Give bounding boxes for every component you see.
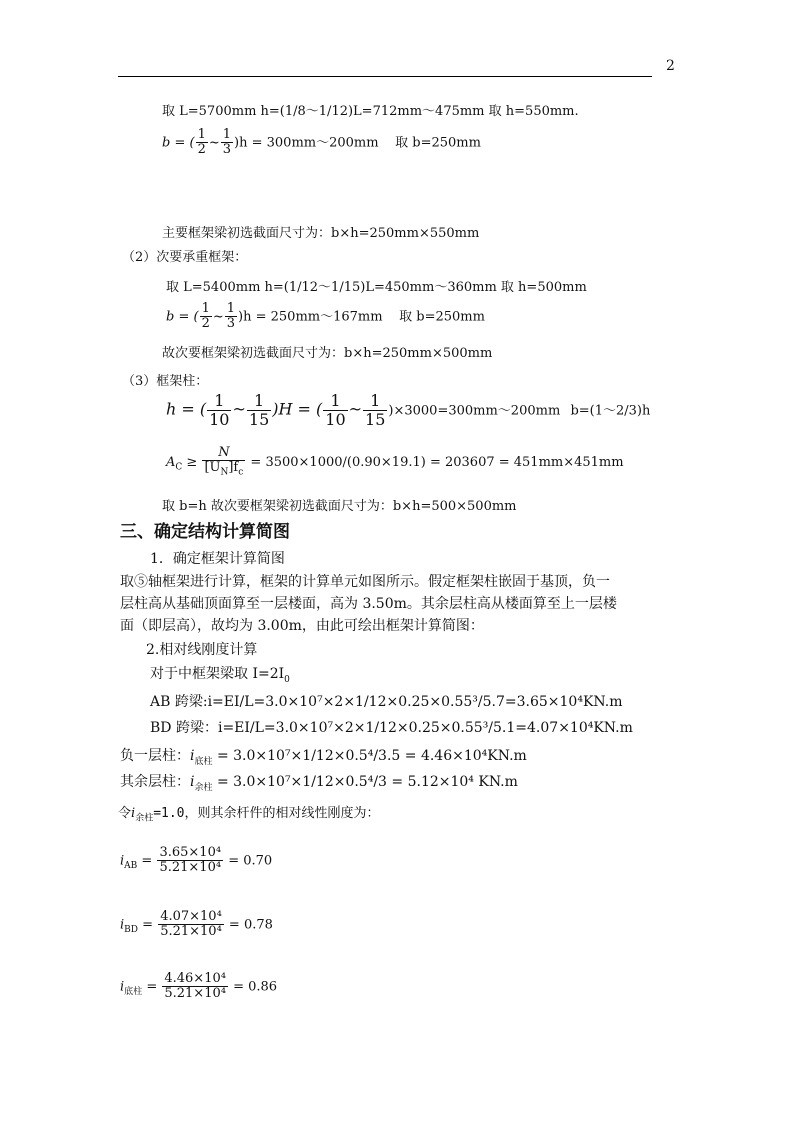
secondary-beam-heading: （2）次要承重框架：	[122, 250, 248, 265]
fraction: $\frac{1}{15}$	[365, 391, 386, 429]
width-choice: 取 b=250mm	[399, 309, 485, 325]
page-number: 2	[666, 58, 675, 74]
tilde: ~	[208, 135, 220, 151]
column-heading: （3）框架柱：	[122, 374, 209, 389]
fraction: $\frac{N}{[U_N]f_c}$	[204, 445, 244, 478]
column-height-formula	[166, 392, 650, 428]
fraction: $\frac{\text{4.46×10⁴}}{\text{5.21×10⁴}}$	[164, 971, 226, 1002]
main-beam-summary: 主要框架梁初选截面尺寸为：b×h=250mm×550mm	[162, 226, 480, 241]
bd-span-beam: BD 跨梁：i=EI/L=3.0×10⁷×2×1/12×0.25×0.55³/5.1=4.07×10⁴KN.m	[150, 720, 633, 736]
formula-lhs: b = (	[162, 135, 195, 151]
let-statement: 令$i_{余柱}=1.0$，则其余杆件的相对线性刚度为：	[118, 806, 380, 824]
ratio-ab: $i_{AB}$ = $\frac{\text{3.65×10⁴}}{\text{5.21×10⁴}}$ = 0.70	[120, 845, 273, 876]
rest-column-stiffness: 其余层柱：$i_{余柱} = 3.0\times 10^7\times 1/12\times 0.5^4/3 = 5.12\times 10^4$ KN.m	[120, 774, 518, 793]
fraction: $\frac{\text{4.07×10⁴}}{\text{5.21×10⁴}}$	[160, 909, 222, 940]
fraction: $\frac{\text{3.65×10⁴}}{\text{5.21×10⁴}}$	[159, 845, 222, 876]
formula-result: )h = 300mm～200mm	[234, 135, 379, 151]
paragraph-line: 面（即层高），故均为 3.00m，由此可绘出框架计算简图：	[120, 618, 484, 634]
neg1-column-stiffness: 负一层柱：$i_{底柱} = 3.0\times 10^7\times 1/12\times 0.5^4/3.5 = 4.46\times 10^4KN.m$	[120, 748, 527, 767]
formula-lhs: h = (	[166, 399, 207, 419]
tilde: ~	[232, 399, 246, 419]
width-choice: 取 b=250mm	[395, 135, 481, 151]
ratio-base-column: $i_{底柱}$ = $\frac{\text{4.46×10⁴}}{\text{5.21×10⁴}}$ = 0.86	[120, 971, 278, 1002]
width-ratio: b=(1～2/3)h	[570, 403, 651, 419]
header-rule	[118, 76, 652, 77]
fraction: $\frac{1}{2}$	[197, 127, 206, 158]
mid-beam-inertia: 对于中框架梁取 $I=2I_0$	[150, 666, 290, 685]
tilde: ~	[212, 309, 224, 325]
tilde: ~	[348, 399, 363, 419]
subsection-title: 2.相对线刚度计算	[146, 642, 258, 658]
formula-lhs: b = (	[166, 309, 199, 325]
secondary-beam-width-line	[166, 302, 485, 332]
column-area-formula: $A_C$ ≥ $\frac{N}{[U_N]f_c}$ = 3500×1000/(0.90×19.1) = 203607 = 451mm×451mm	[166, 445, 624, 478]
section-title: 三、确定结构计算简图	[120, 522, 290, 542]
column-final-choice: 取 b=h 故次要框架梁初选截面尺寸为：b×h=500×500mm	[162, 499, 517, 514]
fraction: $\frac{1}{10}$	[325, 391, 346, 429]
paragraph-line: 层柱高从基础顶面算至一层楼面，高为 3.50m。其余层柱高从楼面算至上一层楼	[120, 596, 617, 612]
formula-result: )h = 250mm～167mm	[238, 309, 383, 325]
fraction: $\frac{1}{15}$	[248, 391, 270, 429]
ratio-bd: $i_{BD}$ = $\frac{\text{4.07×10⁴}}{\text{5.21×10⁴}}$ = 0.78	[120, 909, 273, 940]
formula-mid: )H = (	[272, 399, 323, 419]
secondary-beam-summary: 故次要框架梁初选截面尺寸为：b×h=250mm×500mm	[162, 346, 493, 361]
formula-result: )×3000=300mm～200mm	[388, 403, 561, 419]
formula-result: = 3500×1000/(0.90×19.1) = 203607 = 451mm×451mm	[246, 454, 624, 470]
main-beam-width-line	[162, 128, 481, 158]
subsection-title: 1．确定框架计算简图	[150, 551, 285, 567]
main-beam-length-line: 取 L=5700mm h=(1/8～1/12)L=712mm～475mm 取 h=550mm.	[162, 104, 579, 119]
fraction: $\frac{1}{3}$	[226, 301, 236, 332]
secondary-beam-length-line: 取 L=5400mm h=(1/12～1/15)L=450mm～360mm 取 h=500mm	[166, 280, 587, 295]
fraction: $\frac{1}{10}$	[209, 391, 230, 429]
paragraph-line: 取⑤轴框架进行计算，框架的计算单元如图所示。假定框架柱嵌固于基顶，负一	[120, 574, 610, 590]
ab-span-beam: AB 跨梁:i=EI/L=3.0×10⁷×2×1/12×0.25×0.55³/5.7=3.65×10⁴KN.m	[150, 694, 623, 710]
fraction: $\frac{1}{2}$	[201, 301, 210, 332]
fraction: $\frac{1}{3}$	[222, 127, 232, 158]
